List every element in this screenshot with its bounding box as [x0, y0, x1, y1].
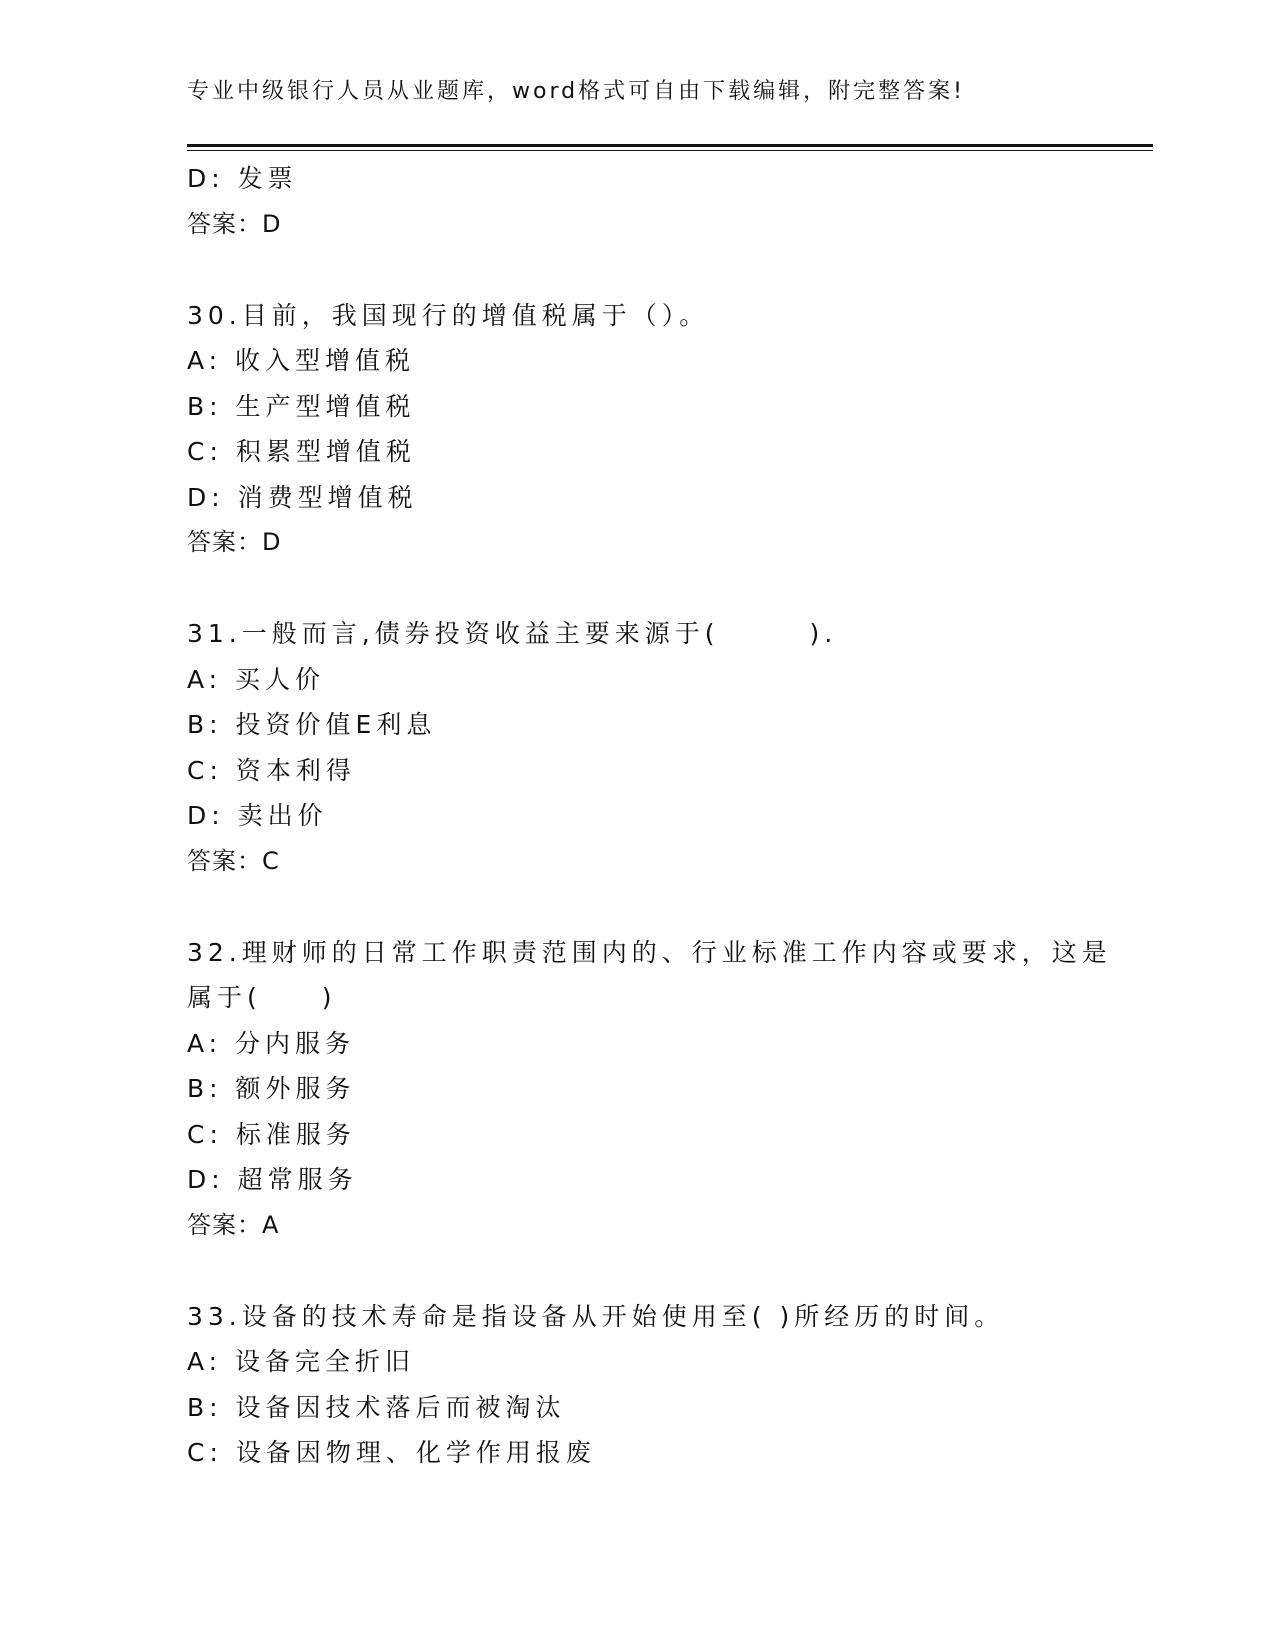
option-b: B: 投资价值E利息: [187, 710, 437, 739]
answer-line: 答案：D: [187, 528, 282, 556]
option-c: C: 标准服务: [187, 1119, 356, 1149]
header-rule-thick: [187, 144, 1153, 147]
option-a: A: 收入型增值税: [187, 346, 416, 375]
answer-line: 答案：C: [187, 846, 280, 875]
question-block-33: [187, 1294, 1127, 1476]
question-content: [187, 156, 1127, 1476]
spacer: [187, 566, 1127, 612]
question-block-30: [187, 293, 1127, 566]
option-a: A: 设备完全折旧: [187, 1347, 416, 1376]
option-b: B: 设备因技术落后而被淘汰: [187, 1392, 566, 1422]
question-stem: 30.目前，我国现行的增值税属于（）。: [187, 300, 710, 330]
question-stem-continuation: 属于( ): [187, 983, 337, 1012]
option-d: D: 超常服务: [187, 1165, 358, 1194]
option-a: A: 买人价: [187, 664, 326, 694]
question-block-32: [187, 930, 1127, 1249]
spacer: [187, 247, 1127, 293]
option-c: C: 资本利得: [187, 755, 356, 785]
question-block-31: [187, 611, 1127, 884]
page-header-title: 专业中级银行人员从业题库，word格式可自由下载编辑，附完整答案!: [187, 79, 965, 104]
option-c: C: 设备因物理、化学作用报废: [187, 1438, 596, 1467]
header-rule-thin: [187, 150, 1153, 151]
option-c: C: 积累型增值税: [187, 437, 416, 466]
option-b: B: 生产型增值税: [187, 391, 416, 421]
answer-line: 答案：D: [187, 209, 282, 238]
option-a: A: 分内服务: [187, 1028, 356, 1058]
question-stem: 31.一般而言,债券投资收益主要来源于( ).: [187, 619, 838, 648]
question-stem: 32.理财师的日常工作职责范围内的、行业标准工作内容或要求，这是: [187, 937, 1112, 967]
option-b: B: 额外服务: [187, 1074, 356, 1103]
option-d: D: 消费型增值税: [187, 482, 418, 512]
option-d: D: 发票: [187, 164, 298, 193]
spacer: [187, 1248, 1127, 1294]
spacer: [187, 884, 1127, 930]
question-stem: 33.设备的技术寿命是指设备从开始使用至( )所经历的时间。: [187, 1301, 1005, 1331]
answer-line: 答案：A: [187, 1210, 280, 1239]
option-d: D: 卖出价: [187, 801, 328, 830]
